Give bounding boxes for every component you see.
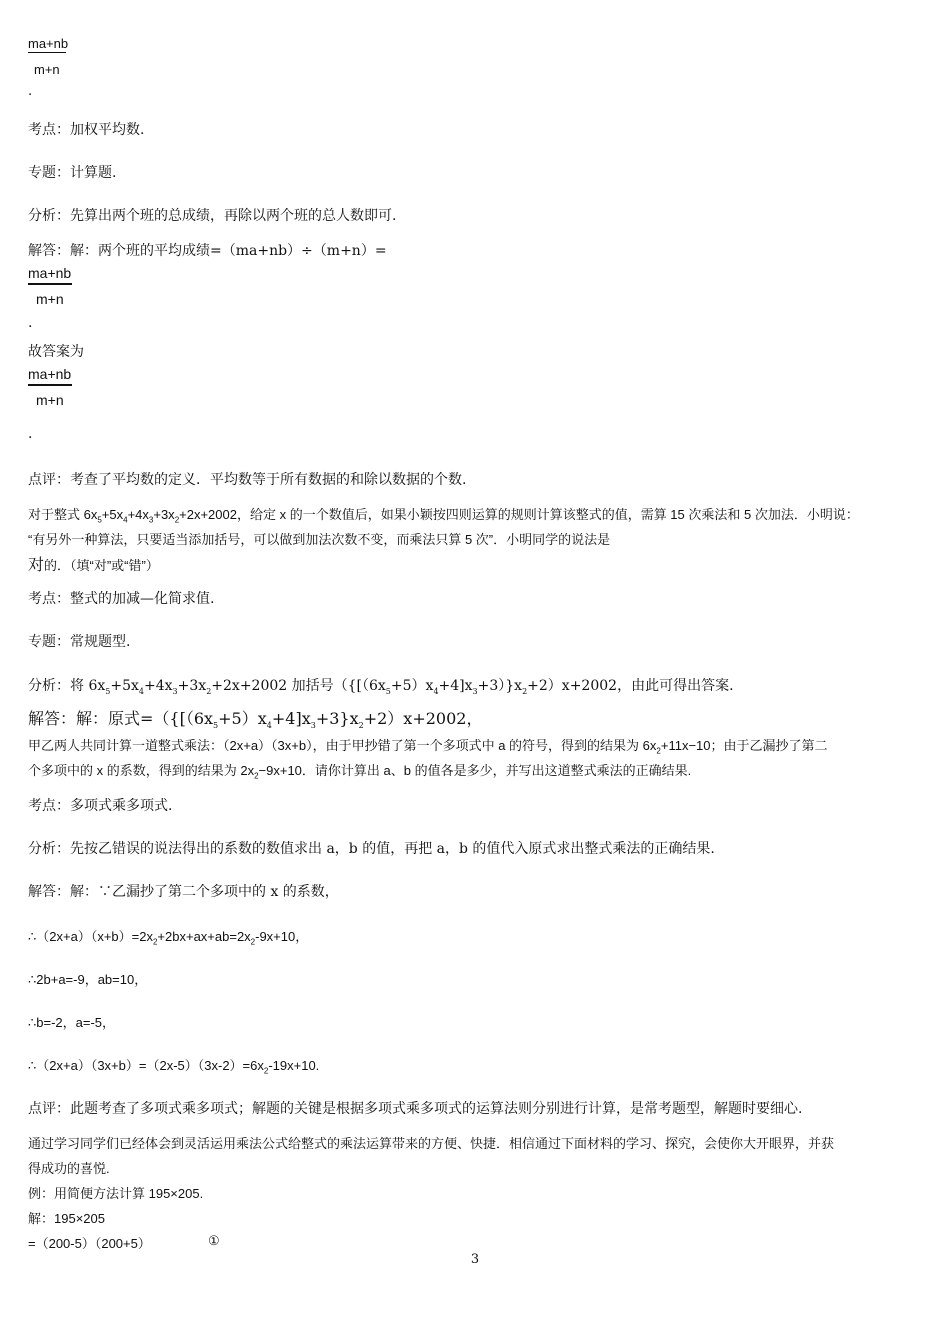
- dianping-line: 点评：此题考查了多项式乘多项式；解题的关键是根据多项式乘多项式的运算法则分别进行计算，是常考题型，解题时要细心.: [28, 1101, 803, 1117]
- fraction-numerator: ma+nb: [28, 36, 69, 51]
- kaodian-line: 考点：多项式乘多项式.: [28, 798, 173, 814]
- fenxi-line: 分析：先算出两个班的总成绩，再除以两个班的总人数即可.: [28, 208, 397, 224]
- fraction-bar: [28, 283, 72, 285]
- question-line: 个多项中的 x 的系数，得到的结果为 $2x_2-9x+10$．请你计算出 a、b 的值各是多少，并写出这道整式乘法的正确结果.: [28, 763, 692, 781]
- jieda-line: 解答：解：∵乙漏抄了第二个多项中的 x 的系数，: [28, 884, 339, 900]
- fraction-numerator: ma+nb: [28, 265, 72, 281]
- fenxi-line: 分析：先按乙错误的说法得出的系数的数值求出 a，b 的值，再把 a，b 的值代入原式求出整式乘法的正确结果.: [28, 841, 715, 857]
- kaodian-line: 考点：加权平均数.: [28, 122, 145, 138]
- answer-label: 故答案为: [28, 344, 84, 360]
- circled-number: ①: [208, 1233, 220, 1248]
- material-line: 通过学习同学们已经体会到灵活运用乘法公式给整式的乘法运算带来的方便、快捷．相信通过下面材料的学习、探究，会使你大开眼界，并获: [28, 1136, 835, 1151]
- period: .: [28, 426, 33, 442]
- solution-step: ∴2b+a=-9，ab=10，: [28, 972, 148, 987]
- solution-line: =（200-5）（200+5）: [28, 1236, 151, 1251]
- zhuanti-line: 专题：常规题型.: [28, 634, 131, 650]
- fraction-numerator: ma+nb: [28, 366, 72, 382]
- period: .: [28, 84, 33, 99]
- material-line: 得成功的喜悦.: [28, 1161, 110, 1176]
- question-line: “有另外一种算法，只要适当添加括号，可以做到加法次数不变，而乘法只算 5 次”．小明同学的说法是: [28, 532, 611, 547]
- example-line: 例：用简便方法计算 195×205.: [28, 1186, 204, 1201]
- solution-line: 解：195×205: [28, 1211, 105, 1226]
- fraction-denominator: m+n: [34, 62, 60, 77]
- jieda-line: 解答：解：两个班的平均成绩=（ma+nb）÷（m+n）=: [28, 243, 387, 259]
- question-line: 对于整式 $6x_5+5x_4+4x_3+3x_2+2x+2002$，给定 x 的一个数值后，如果小颖按四则运算的规则计算该整式的值，需算 15 次乘法和 5 次加法．小明说：: [28, 507, 859, 525]
- filled-answer: 对: [28, 557, 45, 574]
- jieda-line: 解答：解：原式$=(\{[(6x_5+5)x_4+4]x_3+3\}x_2+2)x+2002$，: [28, 709, 483, 731]
- kaodian-line: 考点：整式的加减—化简求值.: [28, 591, 215, 607]
- fraction-bar: [28, 384, 72, 386]
- solution-step: $\therefore(2x+a)(x+b)=2x_2+2bx+ax+ab=2x_2-9x+10$，: [28, 929, 309, 947]
- zhuanti-line: 专题：计算题.: [28, 165, 117, 181]
- page-number: 3: [470, 1252, 480, 1267]
- period: .: [28, 315, 33, 331]
- fraction-bar: [28, 52, 66, 53]
- fraction-denominator: m+n: [36, 291, 64, 307]
- fenxi-line: 分析：将 $6x_5+5x_4+4x_3+3x_2+2x+2002$ 加括号$(\{[(6x_5+5)x_4+4]x_3+3)\}x_2+2)x+2002$，由此可得出答案.: [28, 678, 734, 696]
- question-answer-line: 对的．（填“对”或“错”）: [28, 557, 159, 574]
- dianping-line: 点评：考查了平均数的定义．平均数等于所有数据的和除以数据的个数.: [28, 472, 467, 488]
- solution-step: $\therefore(2x+a)(3x+b)=(2x-5)(3x-2)=6x_2-19x+10$.: [28, 1058, 320, 1076]
- fraction-denominator: m+n: [36, 392, 64, 408]
- question-line: 甲乙两人共同计算一道整式乘法：（2x+a）（3x+b），由于甲抄错了第一个多项式中 a 的符号，得到的结果为 $6x_2+11x-10$；由于乙漏抄了第二: [28, 738, 828, 756]
- solution-step: ∴b=-2，a=-5，: [28, 1015, 116, 1030]
